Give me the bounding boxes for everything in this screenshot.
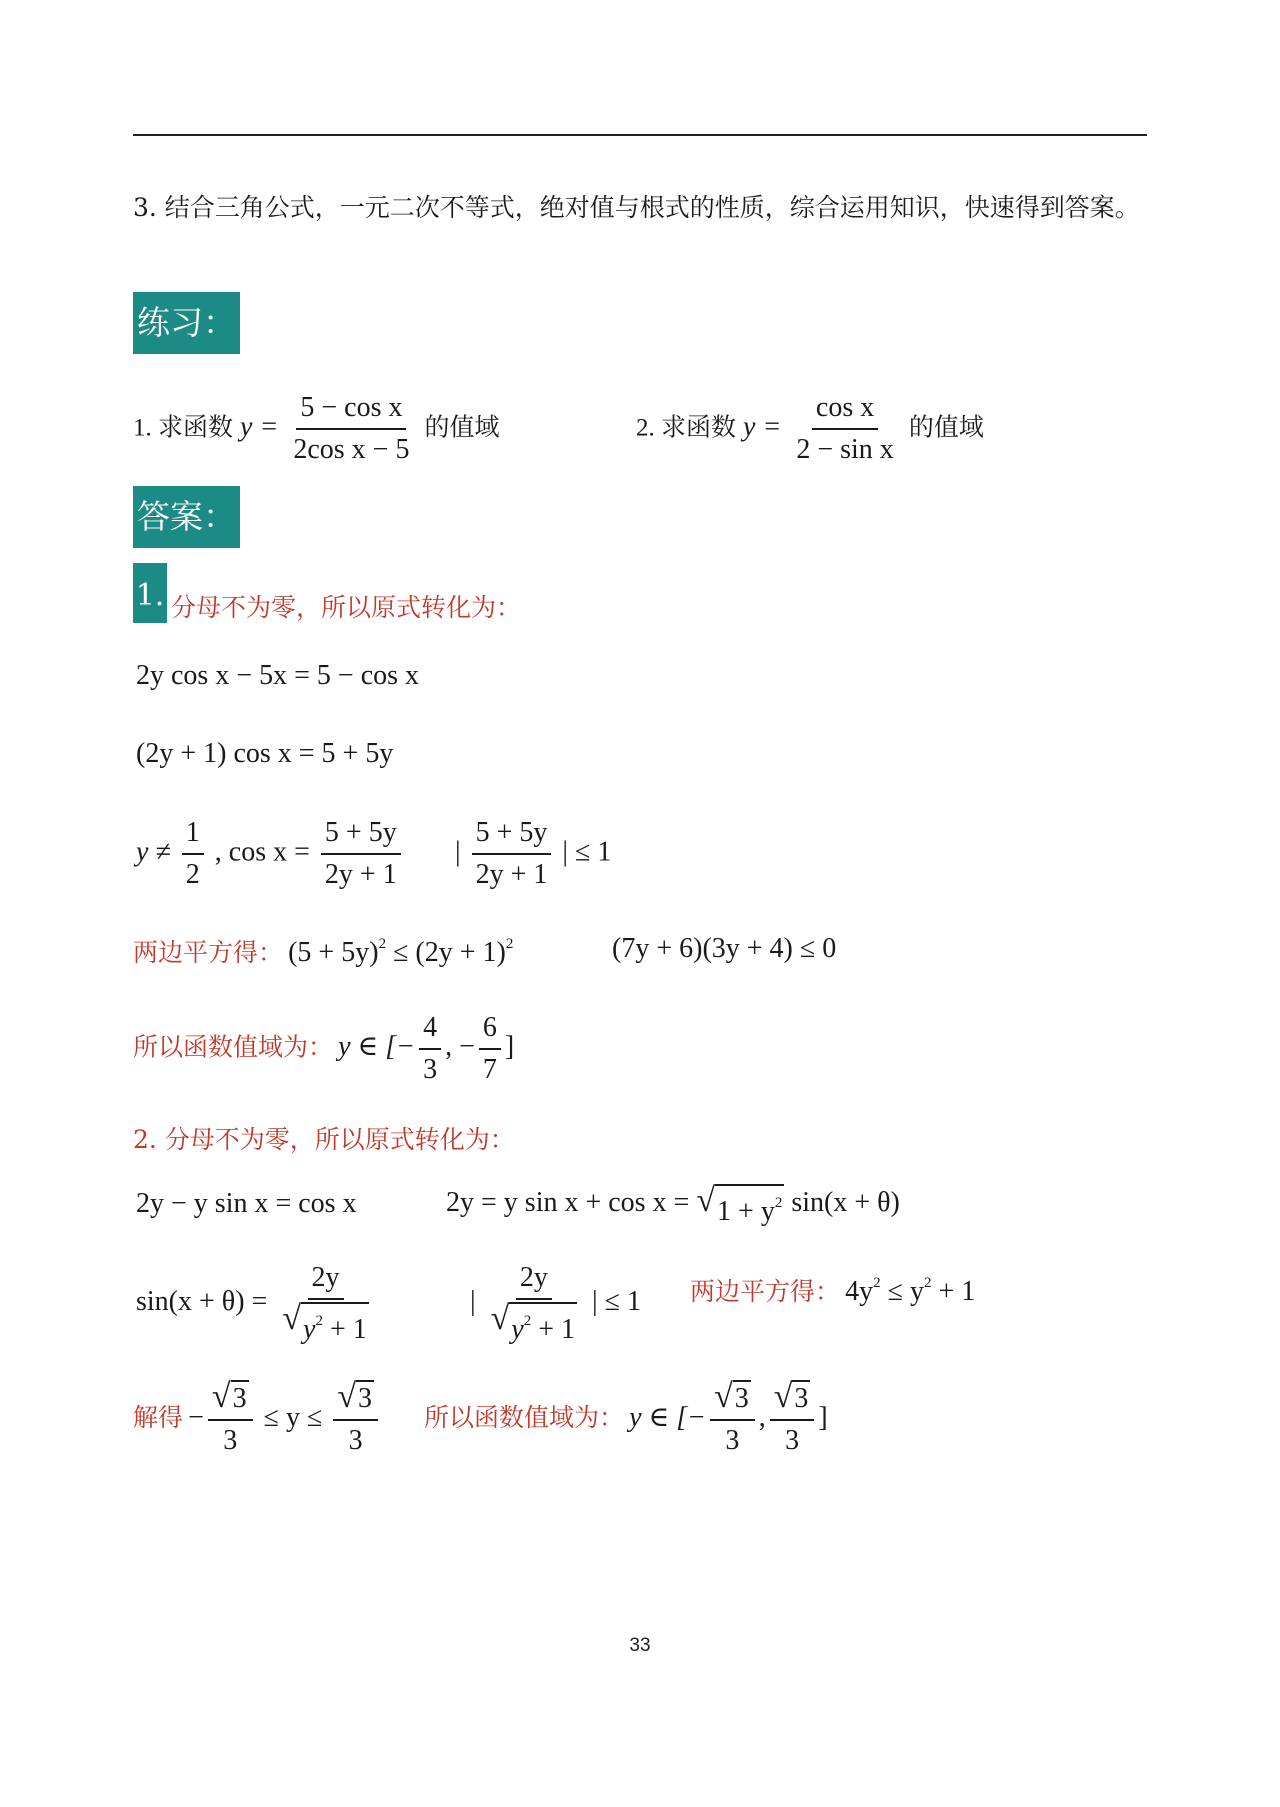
answer-2-range-den-1: 3 [725, 1425, 740, 1456]
answer-1-eq1: 2y cos x − 5x = 5 − cos x [136, 660, 420, 691]
answer-2-range-frac-1 [710, 1380, 755, 1459]
answer-1-range-sep: , − [445, 1031, 475, 1063]
problem-1-suffix: 的值域 [424, 414, 500, 442]
answer-2-solve-rad-2: 3 [356, 1380, 374, 1416]
answer-2-abs-den [487, 1300, 581, 1347]
problem-2-numerator: cos x [812, 390, 878, 430]
answer-1-number: 1. [133, 563, 167, 623]
answer-2-eq3-lhs: sin(x + θ) = [136, 1285, 268, 1317]
answer-2-square-label: 两边平方得： [690, 1277, 841, 1306]
answer-1-range-post: ] [504, 1031, 515, 1063]
answer-2-solve-minus: − [188, 1401, 204, 1433]
answer-2-range-sep: , [758, 1401, 766, 1433]
answer-2-range-den-2: 3 [785, 1425, 800, 1456]
answer-1-square-eq [288, 937, 513, 968]
answer-2-range-post: ] [818, 1401, 828, 1433]
answer-2-abs-right: | ≤ 1 [592, 1285, 641, 1317]
intro-item-3: 3. 结合三角公式，一元二次不等式，绝对值与根式的性质，综合运用知识，快速得到答案。 [133, 193, 1140, 222]
answer-1-intro: 分母不为零，所以原式转化为： [171, 593, 522, 622]
answer-2-solve-frac-2 [333, 1380, 378, 1459]
answer-1-half-fraction [182, 815, 204, 893]
answer-1-square-lhs: (5 + 5y) [288, 937, 379, 968]
answer-2-eq3-den-tail: + 1 [322, 1314, 367, 1345]
problem-1-fraction [289, 390, 413, 468]
answer-2-range-expr [629, 1378, 828, 1456]
answer-2-eq3 [136, 1260, 377, 1347]
answer-2-eq3-den [278, 1300, 372, 1347]
answer-1-eq3-lhs: y ≠ [136, 836, 171, 868]
answer-2-solve-label: 解得 [133, 1402, 184, 1432]
problem-1 [133, 390, 499, 468]
answer-2-abs-fraction [487, 1260, 581, 1347]
answer-1-abs-fraction [472, 815, 552, 893]
answer-1-square-exp-b: 2 [505, 936, 514, 952]
problem-2-denominator: 2 − sin x [796, 434, 894, 465]
answer-2-eq2 [446, 1184, 900, 1229]
answer-1-abs-den: 2y + 1 [475, 859, 548, 890]
answer-1-square-label: 两边平方得： [133, 938, 284, 967]
answer-2-square-exp-b: 2 [923, 1275, 932, 1291]
answer-2-abs-left: | [470, 1285, 476, 1317]
answer-2-range-label: 所以函数值域为： [424, 1402, 625, 1432]
answer-2-range [424, 1380, 828, 1459]
answer-2-square-a: 4y [845, 1276, 874, 1307]
answer-2-intro: 2. 分母不为零，所以原式转化为： [133, 1125, 515, 1154]
answer-1-square-line [133, 933, 513, 969]
sqrt-icon: √ [696, 1182, 716, 1219]
answer-1-range-d1: 3 [423, 1054, 438, 1085]
answer-1-range-n1: 4 [419, 1010, 441, 1050]
answer-2-eq3-den-rad: y [303, 1314, 316, 1345]
problem-2-prefix: 2. 求函数 [636, 414, 737, 442]
problem-2 [636, 390, 984, 468]
answer-1-cos-num: 5 + 5y [321, 815, 401, 855]
answer-2-eq2-pre: 2y = y sin x + cos x = [446, 1187, 690, 1218]
problem-1-prefix: 1. 求函数 [133, 414, 234, 442]
answer-1-eq2: (2y + 1) cos x = 5 + 5y [136, 738, 394, 769]
answer-2-solve [133, 1380, 382, 1459]
answer-2-eq3-fraction [278, 1260, 372, 1347]
answer-1-abs-right: | ≤ 1 [562, 836, 612, 868]
answer-1-range-frac-2 [479, 1010, 501, 1088]
answer-2-solve-mid: ≤ y ≤ [263, 1401, 323, 1433]
answer-1-cos-den: 2y + 1 [324, 859, 397, 890]
problem-2-suffix: 的值域 [908, 414, 984, 442]
answer-2-abs-num: 2y [516, 1260, 552, 1300]
answer-2-square-c: + 1 [931, 1276, 976, 1307]
answer-1-range-pre: y ∈ [− [338, 1031, 416, 1063]
problem-2-fraction [792, 390, 897, 468]
answer-1-square-exp-a: 2 [378, 936, 387, 952]
answer-1-abs-left: | [455, 836, 461, 868]
answer-2-square-exp-a: 2 [873, 1275, 881, 1291]
section-answers-label: 答案： [133, 486, 240, 548]
answer-1-range-n2: 6 [479, 1010, 501, 1050]
problem-1-lhs: y = [240, 411, 279, 443]
problem-2-lhs: y = [743, 411, 782, 443]
problem-1-numerator: 5 − cos x [296, 390, 406, 430]
answer-2-eq2-post: sin(x + θ) [791, 1187, 900, 1218]
answer-2-range-rad-2: 3 [792, 1380, 810, 1416]
answer-2-eq2-radicand: 1 + y [717, 1196, 775, 1227]
answer-2-solve-frac-1 [208, 1380, 253, 1459]
sqrt-icon: √ [282, 1300, 301, 1337]
answer-2-range-frac-2 [770, 1380, 815, 1459]
answer-1-abs-num: 5 + 5y [472, 815, 552, 855]
answer-2-square-b: ≤ y [880, 1276, 924, 1307]
answer-1-range-label: 所以函数值域为： [133, 1032, 334, 1062]
answer-1-range-frac-1 [419, 1010, 441, 1088]
answer-2-square-line [690, 1272, 975, 1308]
answer-2-abs-den-exp: 2 [523, 1313, 532, 1329]
answer-2-eq2-exp: 2 [774, 1195, 783, 1211]
answer-2-abs-den-tail: + 1 [531, 1314, 576, 1345]
answer-2-eq1: 2y − y sin x = cos x [136, 1188, 357, 1219]
answer-1-cos-fraction [321, 815, 401, 893]
sqrt-icon: √ [773, 1378, 793, 1415]
answer-2-solve-expr [188, 1378, 382, 1456]
answer-2-solve-den-2: 3 [348, 1425, 363, 1456]
answer-1-eq3 [136, 815, 405, 893]
sqrt-icon: √ [337, 1378, 356, 1415]
answer-1-half-num: 1 [182, 815, 204, 855]
section-practice-label: 练习： [133, 292, 240, 354]
answer-2-square-eq [845, 1276, 975, 1307]
sqrt-icon: √ [714, 1378, 733, 1415]
answer-2-range-rad-1: 3 [733, 1380, 751, 1416]
answer-1-range [133, 1010, 514, 1088]
answer-2-eq3-num: 2y [308, 1260, 344, 1300]
answer-2-range-pre: y ∈ [− [629, 1401, 707, 1433]
answer-2-solve-rad-1: 3 [231, 1380, 249, 1416]
header-rule [133, 134, 1147, 136]
answer-1-range-d2: 7 [482, 1054, 497, 1085]
answer-1-range-expr [338, 1012, 515, 1085]
answer-1-half-den: 2 [185, 859, 200, 890]
sqrt-icon: √ [490, 1300, 510, 1337]
answer-1-eq3-cos: , cos x = [214, 836, 310, 868]
page-number: 33 [629, 1635, 651, 1656]
answer-2-solve-den-1: 3 [223, 1425, 238, 1456]
answer-2-abs-den-rad: y [511, 1314, 524, 1345]
sqrt-icon: √ [211, 1378, 231, 1415]
answer-1-factor: (7y + 6)(3y + 4) ≤ 0 [612, 933, 837, 964]
answer-1-square-rhs: ≤ (2y + 1) [386, 937, 506, 968]
answer-2-eq2-sqrt [696, 1184, 784, 1229]
answer-2-abs-inequality [470, 1260, 641, 1347]
answer-2-eq3-den-exp: 2 [315, 1313, 323, 1329]
answer-1-abs-inequality [455, 815, 611, 893]
problem-1-denominator: 2cos x − 5 [293, 434, 410, 465]
